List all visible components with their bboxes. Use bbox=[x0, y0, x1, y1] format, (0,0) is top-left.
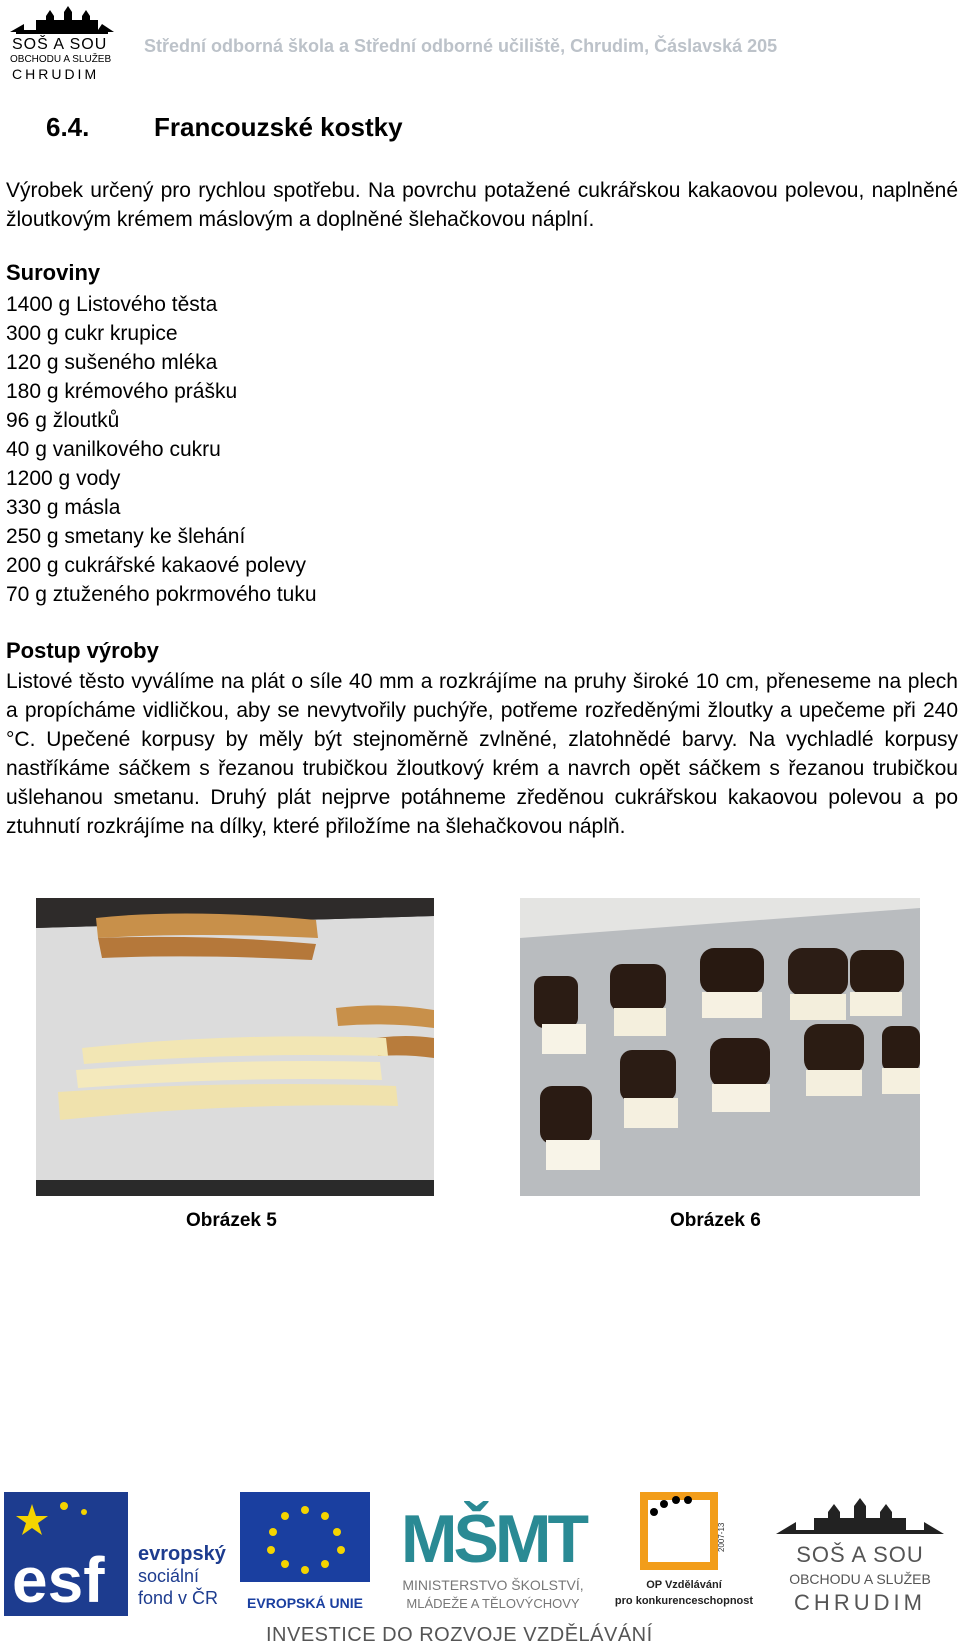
esf-logo bbox=[4, 1492, 232, 1616]
svg-text:CHRUDIM: CHRUDIM bbox=[794, 1590, 926, 1615]
svg-text:MŠMT: MŠMT bbox=[400, 1501, 586, 1577]
school-logo bbox=[6, 2, 118, 82]
ingredient-item: 250 g smetany ke šlehání bbox=[6, 525, 246, 548]
figure-caption: Obrázek 5 bbox=[186, 1210, 277, 1231]
logo-line1: SOŠ A SOU bbox=[12, 36, 108, 53]
ingredient-item: 40 g vanilkového cukru bbox=[6, 438, 221, 461]
svg-text:OBCHODU A SLUŽEB: OBCHODU A SLUŽEB bbox=[789, 1571, 931, 1587]
method-heading: Postup výroby bbox=[6, 638, 159, 663]
chateau-icon bbox=[6, 2, 118, 36]
school-name: Střední odborná škola a Střední odborné učiliště, Chrudim, Čáslavská 205 bbox=[144, 36, 778, 56]
sos-footer-logo bbox=[770, 1494, 950, 1618]
ingredient-item: 1200 g vody bbox=[6, 467, 121, 490]
ingredient-item: 1400 g Listového těsta bbox=[6, 293, 218, 316]
logo-line3: CHRUDIM bbox=[12, 66, 100, 82]
svg-text:2007-13: 2007-13 bbox=[717, 1522, 726, 1552]
section-number: 6.4. bbox=[46, 112, 90, 142]
ingredients-list bbox=[6, 290, 317, 609]
ingredients-heading: Suroviny bbox=[6, 260, 101, 285]
ingredient-item: 120 g sušeného mléka bbox=[6, 351, 218, 374]
figure-caption: Obrázek 6 bbox=[670, 1210, 761, 1231]
ingredient-item: 200 g cukrářské kakaové polevy bbox=[6, 554, 306, 577]
msmt-logo bbox=[380, 1488, 606, 1616]
investice-slogan: INVESTICE DO ROZVOJE VZDĚLÁVÁNÍ bbox=[266, 1624, 653, 1646]
svg-text:sociální: sociální bbox=[138, 1566, 200, 1586]
svg-text:esf: esf bbox=[12, 1544, 105, 1616]
ingredient-item: 300 g cukr krupice bbox=[6, 322, 178, 345]
ingredient-item: 96 g žloutků bbox=[6, 409, 120, 432]
method-paragraph: Listové těsto vyválíme na plát o síle 40 mm a rozkrájíme na pruhy široké 10 cm, přeneseme na plech a propícháme vidličkou, aby se nevytvořily puchýře, potřeme rozředěnými žloutky a upečeme při 240 °C. Upečené korpusy by měly být stejnoměrně zvlněné, zlatohnědé barvy. Na vychladlé korpusy nastříkáme sáčkem s řezanou trubičkou žloutkový krém a navrch opět sáčkem s řezanou trubičkou ušlehanou smetanu. Druhý plát nejprve potáhneme zředěnou cukrářskou kakaovou polevou a po ztuhnutí rozkrájíme na dílky, které přiložíme na šlehačkovou náplň. bbox=[6, 670, 958, 838]
svg-text:MINISTERSTVO ŠKOLSTVÍ,: MINISTERSTVO ŠKOLSTVÍ, bbox=[402, 1577, 584, 1593]
svg-text:SOŠ A SOU: SOŠ A SOU bbox=[796, 1542, 924, 1567]
svg-text:evropský: evropský bbox=[138, 1543, 226, 1565]
photo-finished-cubes bbox=[520, 898, 920, 1196]
ingredient-item: 70 g ztuženého pokrmového tuku bbox=[6, 583, 317, 606]
ingredient-item: 180 g krémového prášku bbox=[6, 380, 238, 403]
svg-text:OP Vzdělávání: OP Vzdělávání bbox=[646, 1579, 722, 1591]
svg-text:EVROPSKÁ UNIE: EVROPSKÁ UNIE bbox=[247, 1595, 363, 1611]
svg-text:MLÁDEŽE A TĚLOVÝCHOVY: MLÁDEŽE A TĚLOVÝCHOVY bbox=[406, 1596, 580, 1611]
intro-paragraph: Výrobek určený pro rychlou spotřebu. Na povrchu potažené cukrářskou kakaovou polevou, naplněné žloutkovým krémem máslovým a doplněné šlehačkovou náplní. bbox=[6, 179, 958, 231]
svg-text:pro konkurenceschopnost: pro konkurenceschopnost bbox=[614, 1595, 754, 1607]
eu-logo bbox=[240, 1492, 370, 1616]
svg-text:fond v ČR: fond v ČR bbox=[138, 1588, 219, 1608]
section-title: Francouzské kostky bbox=[154, 112, 403, 142]
photo-pastry-strips bbox=[36, 898, 434, 1196]
logo-line2: OBCHODU A SLUŽEB bbox=[10, 54, 112, 65]
op-logo bbox=[614, 1488, 764, 1616]
ingredient-item: 330 g másla bbox=[6, 496, 121, 519]
